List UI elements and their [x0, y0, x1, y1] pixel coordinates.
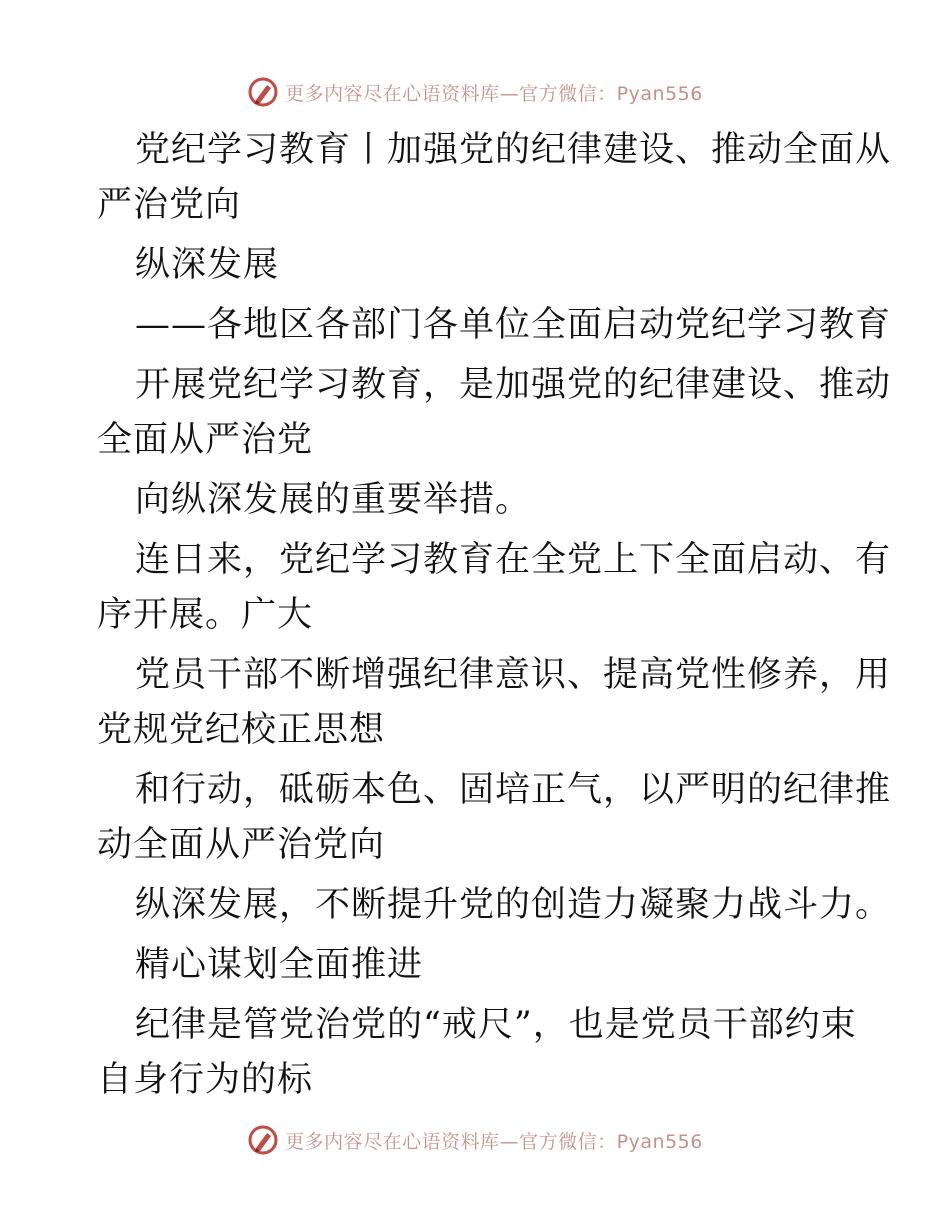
pen-logo-icon	[247, 76, 279, 108]
footer-banner-text: 更多内容尽在心语资料库—官方微信：Pyan556	[285, 1130, 703, 1153]
text-line: 自身行为的标	[97, 1060, 314, 1100]
footer-banner	[0, 1120, 950, 1160]
text-line: 纪律是管党治党的“戒尺”，也是党员干部约束	[135, 1005, 857, 1045]
header-banner	[0, 72, 950, 112]
text-line: 党规党纪校正思想	[97, 710, 386, 750]
text-line: 动全面从严治党向	[97, 825, 386, 865]
text-line: 和行动，砥砺本色、固培正气，以严明的纪律推	[135, 770, 892, 810]
text-line: 党纪学习教育丨加强党的纪律建设、推动全面从	[135, 130, 892, 170]
text-line: 连日来，党纪学习教育在全党上下全面启动、有	[135, 540, 892, 580]
text-line: 严治党向	[97, 185, 242, 225]
text-line: 全面从严治党	[97, 420, 314, 460]
document-body	[97, 120, 892, 1110]
header-banner-text: 更多内容尽在心语资料库—官方微信：Pyan556	[285, 82, 703, 105]
text-line: 纵深发展，不断提升党的创造力凝聚力战斗力。	[135, 885, 892, 925]
text-line: 开展党纪学习教育，是加强党的纪律建设、推动	[135, 365, 892, 405]
pen-logo-icon	[247, 1124, 279, 1156]
text-line: 精心谋划全面推进	[135, 945, 424, 985]
text-line: 党员干部不断增强纪律意识、提高党性修养，用	[135, 655, 892, 695]
text-line: 向纵深发展的重要举措。	[135, 480, 532, 520]
text-line: 序开展。广大	[97, 595, 314, 635]
text-line: ——各地区各部门各单位全面启动党纪学习教育	[135, 305, 892, 345]
text-line: 纵深发展	[135, 245, 280, 285]
